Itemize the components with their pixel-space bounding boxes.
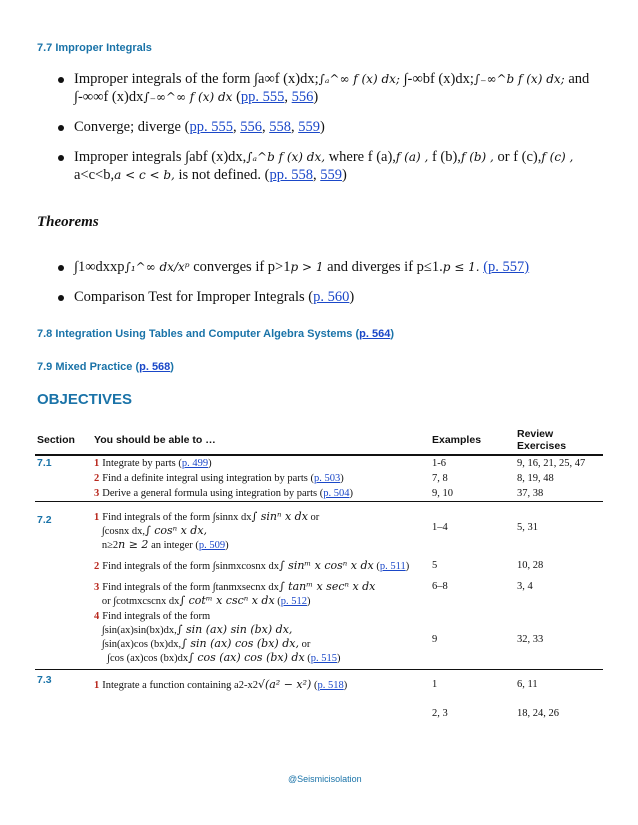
page-link[interactable]: pp. 555: [189, 119, 233, 135]
objective-text: 2 Find integrals of the form ∫sinmxcosnx dx∫ sinᵐ x cosⁿ x dx (p. 511): [94, 559, 410, 572]
objective-text: 1 Integrate a function containing a2-x2√(a² − x²) (p. 518): [94, 678, 348, 691]
objectives-heading: OBJECTIVES: [37, 391, 133, 408]
math-expression: a < c < b,: [114, 168, 175, 182]
math-expression: ∫ sin (ax) sin (bx) dx,: [176, 623, 293, 636]
table-row: [35, 486, 603, 502]
examples-cell: 7, 8: [432, 473, 448, 484]
review-cell: 6, 11: [517, 679, 538, 690]
objective-text: 4 Find integrals of the form ∫sin(ax)sin(bx)dx,∫ sin (ax) sin (bx) dx, ∫sin(ax)cos (bx)dx,∫ sin (ax) cos (bx) dx, or ∫cos (ax)cos (bx)dx∫ cos (ax) cos (bx) dx (p. 515): [94, 611, 341, 664]
page-link[interactable]: pp. 558: [269, 167, 313, 183]
math-expression: ∫ tanᵐ x secⁿ x dx: [278, 580, 376, 593]
table-row: [35, 609, 603, 670]
page-link[interactable]: p. 518: [317, 680, 344, 691]
page-link[interactable]: 559: [320, 167, 342, 183]
table-row: [35, 471, 603, 486]
review-cell: 37, 38: [517, 488, 544, 499]
examples-cell: 1: [432, 679, 438, 690]
table-row: [35, 502, 603, 554]
list-item: Converge; diverge (pp. 555, 556, 558, 559): [56, 118, 596, 136]
section-7-9-heading: 7.9 Mixed Practice (p. 568): [37, 361, 174, 373]
watermark: @Seismicisolation: [288, 774, 362, 784]
table-header-row: [35, 426, 603, 455]
column-header-review: Review Exercises: [517, 428, 567, 452]
list-item: Improper integrals ∫abf (x)dx,∫ₐ^b f (x) dx, where f (a),f (a) , f (b),f (b) , or f (c),f (c) , a<c<b,a < c < b, is not defined. (pp. 558, 559): [56, 148, 596, 184]
page-link[interactable]: p. 512: [280, 596, 308, 607]
examples-cell: 1–4: [432, 522, 448, 533]
math-expression: ∫ₐ^∞ f (x) dx;: [318, 72, 400, 86]
objectives-table: [35, 426, 603, 721]
list-item: ∫1∞dxxp∫₁^∞ dx/xᵖ converges if p>1p > 1 and diverges if p≤1.p ≤ 1. (p. 557): [56, 258, 596, 276]
list-item: Comparison Test for Improper Integrals (p. 560): [56, 288, 596, 306]
objective-text: 2 Find a definite integral using integration by parts (p. 503): [94, 473, 344, 484]
table-row: [35, 553, 603, 574]
section-7-7-heading: 7.7 Improper Integrals: [37, 42, 152, 54]
column-header-examples: Examples: [432, 434, 482, 446]
review-cell: 3, 4: [517, 581, 533, 592]
objective-text: 1 Integrate by parts (p. 499): [94, 458, 212, 469]
review-cell: 18, 24, 26: [517, 708, 559, 719]
table-row: [35, 455, 603, 471]
math-expression: ∫ cosⁿ x dx,: [145, 524, 208, 537]
examples-cell: 9, 10: [432, 488, 453, 499]
page-link[interactable]: p. 560: [313, 289, 350, 305]
table-row: [35, 670, 603, 694]
math-expression: f (a) ,: [395, 150, 429, 164]
math-expression: ∫ sin (ax) cos (bx) dx,: [181, 637, 299, 650]
math-expression: ∫₋∞^∞ f (x) dx: [143, 90, 233, 104]
math-expression: √(a² − x²): [257, 678, 312, 691]
math-expression: f (c) ,: [541, 150, 574, 164]
page-link[interactable]: p. 503: [313, 473, 341, 484]
page-link[interactable]: p. 509: [198, 540, 226, 551]
section-number: 7.1: [37, 457, 52, 469]
page-link[interactable]: 558: [269, 119, 291, 135]
page-link[interactable]: p. 511: [379, 561, 406, 572]
review-cell: 8, 19, 48: [517, 473, 554, 484]
page-link[interactable]: p. 515: [310, 653, 338, 664]
review-cell: 10, 28: [517, 560, 544, 571]
review-cell: 32, 33: [517, 633, 544, 645]
review-cell: 5, 31: [517, 522, 538, 533]
table-row: [35, 693, 603, 721]
examples-cell: 5: [432, 560, 438, 571]
objective-text: 3 Find integrals of the form ∫tanmxsecnx dx∫ tanᵐ x secⁿ x dx or ∫cotmxcscnx dx∫ cotᵐ x cscⁿ x dx (p. 512): [94, 580, 376, 607]
page-link[interactable]: 556: [240, 119, 262, 135]
math-expression: ∫ cos (ax) cos (bx) dx: [188, 651, 305, 664]
examples-cell: 2, 3: [432, 708, 448, 719]
column-header-objective: You should be able to …: [94, 434, 216, 446]
page-link[interactable]: p. 499: [181, 458, 209, 469]
page-link[interactable]: pp. 555: [240, 89, 285, 105]
section-number: 7.3: [37, 674, 52, 686]
page-link[interactable]: 556: [291, 89, 314, 105]
math-expression: ∫ sinᵐ x cosⁿ x dx: [278, 559, 374, 572]
math-expression: ∫ sinⁿ x dx: [251, 510, 308, 523]
math-expression: ∫ cotᵐ x cscⁿ x dx: [179, 594, 275, 607]
page-link[interactable]: (p. 557): [483, 259, 530, 275]
list-item: Improper integrals of the form ∫a∞f (x)dx;∫ₐ^∞ f (x) dx; ∫-∞bf (x)dx;∫₋∞^b f (x) dx; and ∫-∞∞f (x)dx∫₋∞^∞ f (x) dx (pp. 555, 556): [56, 70, 596, 106]
section-number: 7.2: [37, 514, 52, 526]
math-expression: ∫₋∞^b f (x) dx;: [473, 72, 565, 86]
section-7-7-list: [56, 70, 596, 196]
objective-text: 1 Find integrals of the form ∫sinnx dx∫ sinⁿ x dx or ∫cosnx dx,∫ cosⁿ x dx, n≥2n ≥ 2 an integer (p. 509): [94, 510, 320, 551]
table-row: [35, 574, 603, 609]
math-expression: f (b) ,: [460, 150, 494, 164]
objective-text: 3 Derive a general formula using integration by parts (p. 504): [94, 488, 354, 499]
math-expression: p ≤ 1.: [442, 260, 480, 274]
examples-cell: 9: [432, 633, 438, 645]
page-link[interactable]: p. 568: [139, 361, 171, 373]
theorems-list: [56, 258, 596, 318]
section-7-8-heading: 7.8 Integration Using Tables and Computer Algebra Systems (p. 564): [37, 328, 394, 340]
math-expression: p > 1: [290, 260, 324, 274]
page-link[interactable]: p. 504: [323, 488, 350, 499]
page-link[interactable]: 559: [298, 119, 320, 135]
objective-text: [92, 693, 430, 721]
math-expression: ∫ₐ^b f (x) dx,: [246, 150, 326, 164]
examples-cell: 1-6: [432, 458, 446, 469]
math-expression: n ≥ 2: [118, 538, 149, 551]
column-header-section: Section: [37, 434, 75, 446]
page-link[interactable]: p. 564: [359, 328, 391, 340]
review-cell: 9, 16, 21, 25, 47: [517, 458, 586, 469]
examples-cell: 6–8: [432, 581, 448, 592]
theorems-heading: Theorems: [37, 214, 99, 230]
math-expression: ∫₁^∞ dx/xᵖ: [124, 260, 190, 274]
